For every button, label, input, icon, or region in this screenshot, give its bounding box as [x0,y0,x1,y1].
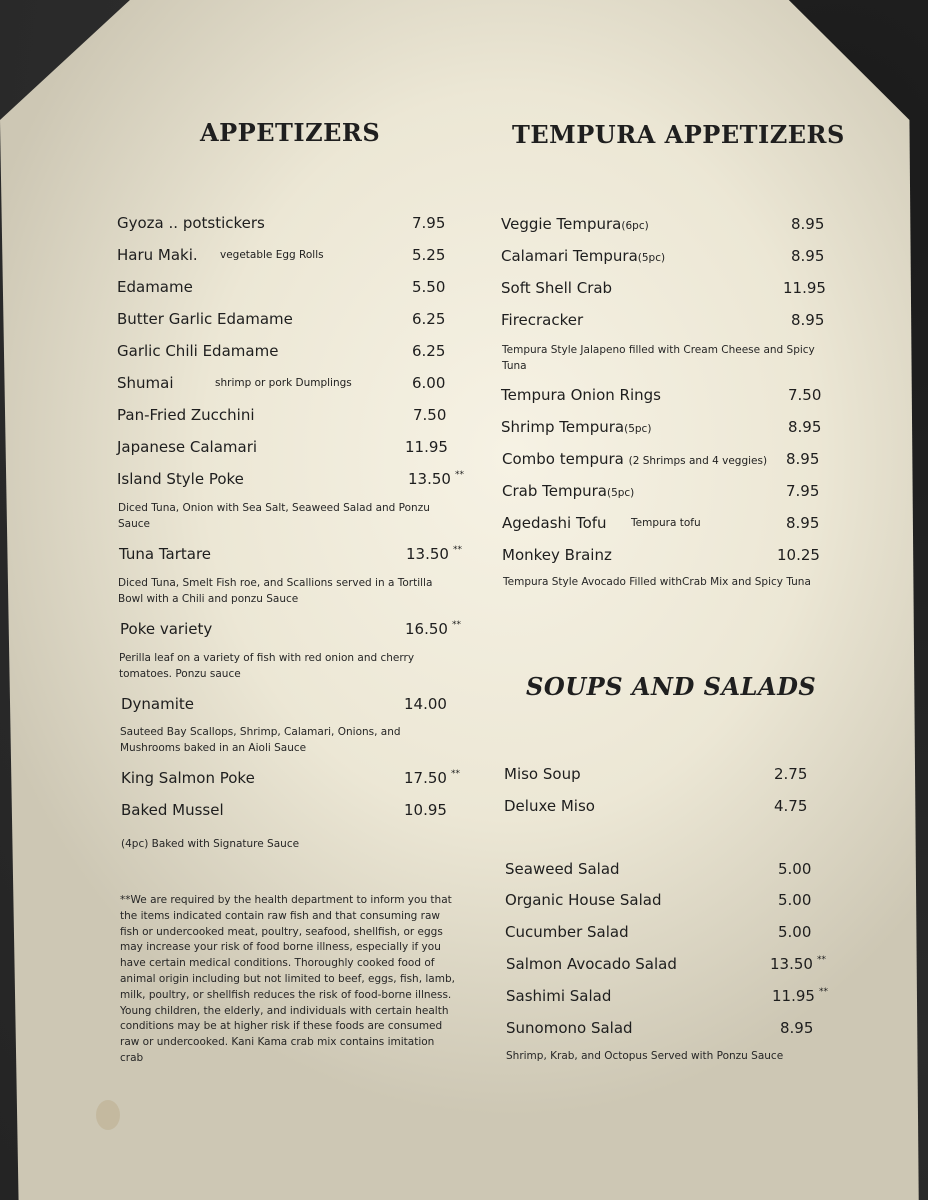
item-description: Perilla leaf on a variety of fish with red onion and cherry tomatoes. Ponzu sauce [119,652,415,680]
item-description: Tempura Style Jalapeno filled with Cream Cheese and Spicy Tuna [502,344,815,372]
item-description: Sauteed Bay Scallops, Shrimp, Calamari, Onions, and Mushrooms baked in an Aioli Sauce [120,726,401,754]
item-description: (4pc) Baked with Signature Sauce [121,838,300,850]
item-description: Diced Tuna, Smelt Fish roe, and Scallions served in a Tortilla Bowl with a Chili and ponzu Sauce [118,577,433,605]
item-description: Tempura Style Avocado Filled withCrab Mix and Spicy Tuna [503,576,811,588]
paper-stain [96,1100,120,1130]
item-description: Diced Tuna, Onion with Sea Salt, Seaweed Salad and Ponzu Sauce [118,502,430,530]
soups-salads-heading: SOUPS AND SALADS [526,672,817,701]
appetizers-heading: APPETIZERS [200,118,381,147]
raw-food-disclaimer: **We are required by the health department to inform you that the items indicated contain raw fish and that consuming raw fish or undercooked meat, poultry, seafood, shellfish, or eggs may increase your risk of food borne illness, especially if you have certain medical conditions. Thoroughly cooked food of animal origin including but not limited to beef, eggs, fish, lamb, milk, poultry, or shellfish reduces the risk of food-borne illness. Young children, the elderly, and individuals with certain health conditions may be at higher risk if these foods are consumed raw or undercooked. Kani Kama crab mix contains imitation crab [120,894,455,1064]
tempura-heading: TEMPURA APPETIZERS [512,120,845,149]
item-description: Shrimp, Krab, and Octopus Served with Ponzu Sauce [506,1050,784,1062]
